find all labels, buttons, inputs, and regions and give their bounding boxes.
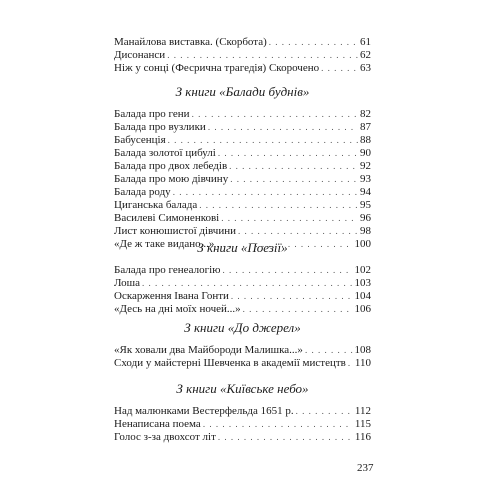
- dot-leader: [305, 344, 353, 357]
- toc-entry-title: Балада золотої цибулі: [114, 147, 216, 159]
- toc-entry: [114, 290, 371, 303]
- dot-leader: [243, 303, 353, 316]
- toc-entry-page: 106: [354, 303, 371, 315]
- toc-entry-page: 94: [360, 186, 371, 198]
- toc-section-kyivske-nebo: [114, 405, 371, 444]
- toc-entry-page: 102: [354, 264, 371, 276]
- toc-entry: [114, 108, 371, 121]
- toc-entry-page: 95: [360, 199, 371, 211]
- dot-leader: [231, 290, 353, 303]
- toc-entry: [114, 36, 371, 49]
- dot-leader: [192, 108, 358, 121]
- toc-entry-page: 116: [354, 431, 371, 443]
- dot-leader: [218, 431, 353, 444]
- toc-entry: [114, 160, 371, 173]
- dot-leader: [208, 121, 358, 134]
- toc-entry-page: 61: [360, 36, 371, 48]
- toc-entry: [114, 405, 371, 418]
- toc-entry-page: 98: [360, 225, 371, 237]
- dot-leader: [167, 49, 358, 62]
- toc-entry: [114, 418, 371, 431]
- toc-entry-title: «Де ж таке видано...»: [114, 238, 215, 250]
- toc-entry-title: Голос з-за двохсот літ: [114, 431, 216, 443]
- toc-entry-title: Балада роду: [114, 186, 171, 198]
- toc-entry-title: Балада про двох лебедів: [114, 160, 228, 172]
- toc-entry-title: Лоша: [114, 277, 141, 289]
- toc-entry-title: Балада про генеалогію: [114, 264, 221, 276]
- toc-entry-title: Над малюнками Вестерфельда 1651 р.: [114, 405, 294, 417]
- toc-entry-title: Циганська балада: [114, 199, 198, 211]
- section-heading: З книги «Поезії»: [197, 240, 288, 255]
- dot-leader: [230, 173, 358, 186]
- dot-leader: [199, 199, 358, 212]
- section-heading: З книги «Балади буднів»: [175, 84, 310, 99]
- toc-entry-page: 87: [360, 121, 371, 133]
- toc-entry-page: 100: [354, 238, 371, 250]
- toc-entry-title: Дисонанси: [114, 49, 166, 61]
- toc-entry-title: Балада про мою дівчину: [114, 173, 229, 185]
- toc-entry-title: Ніж у сонці (Фесрична трагедія) Скорочено: [114, 62, 320, 74]
- toc-entry: [114, 62, 371, 75]
- toc-entry: [114, 431, 371, 444]
- toc-entry-page: 103: [354, 277, 371, 289]
- toc-entry: [114, 264, 371, 277]
- toc-entry: [114, 147, 371, 160]
- dot-leader: [168, 134, 358, 147]
- toc-entry: [114, 357, 371, 370]
- section-heading: З книги «До джерел»: [184, 320, 301, 335]
- toc-entry: [114, 121, 371, 134]
- toc-entry: [114, 212, 371, 225]
- toc-entry-title: Бабусенція: [114, 134, 166, 146]
- toc-entry: [114, 199, 371, 212]
- toc-entry-title: Василеві Симоненкові: [114, 212, 220, 224]
- toc-section-balady: [114, 108, 371, 251]
- toc-entry-title: Оскарження Івана Гонти: [114, 290, 229, 302]
- toc-entry-page: 62: [360, 49, 371, 61]
- dot-leader: [348, 357, 353, 370]
- toc-entry: [114, 49, 371, 62]
- dot-leader: [238, 225, 358, 238]
- toc-section-poezii: [114, 264, 371, 316]
- toc-entry: [114, 344, 371, 357]
- toc-entry-title: Балада про вузлики: [114, 121, 206, 133]
- dot-leader: [269, 36, 358, 49]
- toc-entry-page: 96: [360, 212, 371, 224]
- toc-entry-page: 108: [354, 344, 371, 356]
- toc-entry: [114, 173, 371, 186]
- toc-entry: [114, 303, 371, 316]
- toc-section-do-dzherel: [114, 344, 371, 370]
- toc-entry: [114, 186, 371, 199]
- toc-entry-title: Манайлова виставка. (Скорбота): [114, 36, 267, 48]
- toc-entry-title: Сходи у майстерні Шевченка в академії мистецтв: [114, 357, 346, 369]
- toc-entry-page: 82: [360, 108, 371, 120]
- toc-entry-page: 93: [360, 173, 371, 185]
- dot-leader: [203, 418, 353, 431]
- toc-entry-title: Ненаписана поема: [114, 418, 201, 430]
- page-number: 237: [357, 462, 374, 474]
- toc-entry-page: 112: [354, 405, 371, 417]
- toc-entry-page: 104: [354, 290, 371, 302]
- dot-leader: [221, 212, 358, 225]
- dot-leader: [142, 277, 352, 290]
- toc-entry-page: 110: [354, 357, 371, 369]
- toc-entry: [114, 225, 371, 238]
- toc-entry-title: «Як ховали два Майбороди Малишка...»: [114, 344, 303, 356]
- toc-entry-page: 63: [360, 62, 371, 74]
- dot-leader: [222, 264, 352, 277]
- toc-entry-page: 88: [360, 134, 371, 146]
- dot-leader: [218, 147, 358, 160]
- toc-section-intro: [114, 36, 371, 75]
- toc-entry-page: 92: [360, 160, 371, 172]
- section-heading: З книги «Київське небо»: [176, 381, 309, 396]
- toc-entry: [114, 134, 371, 147]
- dot-leader: [229, 160, 358, 173]
- dot-leader: [296, 405, 353, 418]
- toc-entry: [114, 277, 371, 290]
- toc-entry-title: Лист конюшистої дівчини: [114, 225, 237, 237]
- toc-entry-title: «Десь на дні моїх ночей...»: [114, 303, 241, 315]
- dot-leader: [173, 186, 358, 199]
- toc-entry-title: Балада про гени: [114, 108, 190, 120]
- toc-entry-page: 90: [360, 147, 371, 159]
- dot-leader: [321, 62, 358, 75]
- toc-entry-page: 115: [354, 418, 371, 430]
